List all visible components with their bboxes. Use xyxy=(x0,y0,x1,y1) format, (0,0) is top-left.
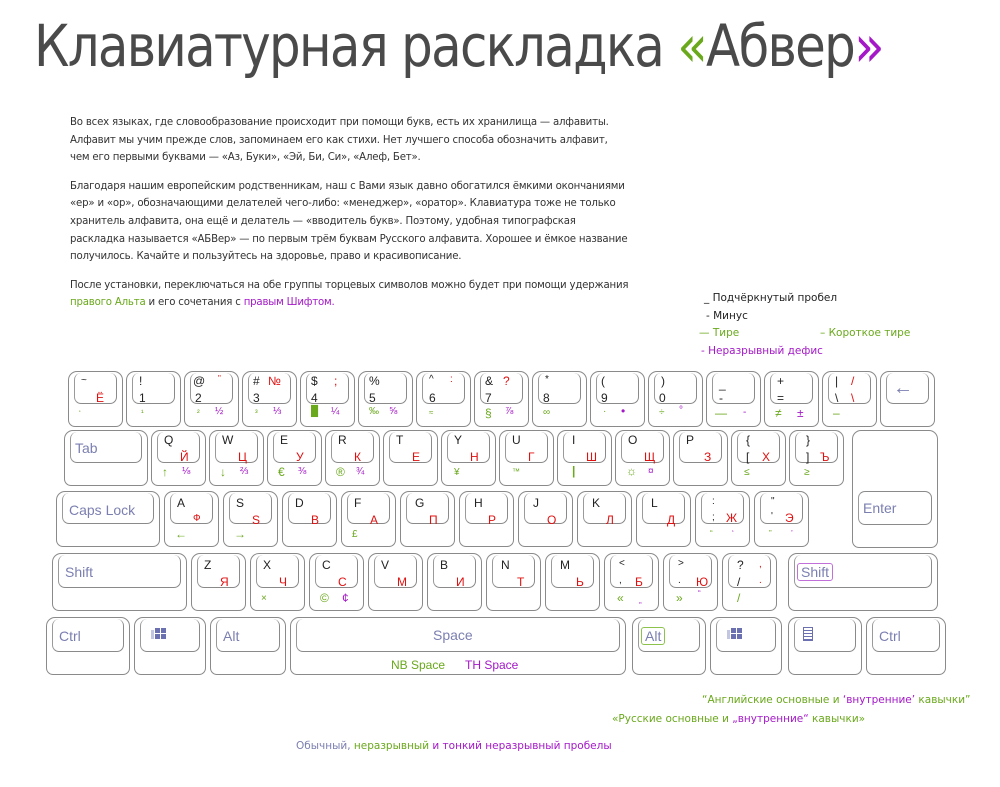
key-latin: W xyxy=(222,433,234,447)
key-main: [ xyxy=(746,450,750,464)
key-shift-alt-symbol: “ xyxy=(698,589,701,598)
key-a[interactable] xyxy=(164,491,219,547)
key-latin: R xyxy=(338,433,347,447)
key-minus[interactable] xyxy=(706,371,761,427)
key-ru-letter: М xyxy=(397,575,407,589)
context-menu-icon xyxy=(803,627,813,641)
legend-russian-quotes xyxy=(612,713,865,725)
key-semicolon[interactable] xyxy=(695,491,750,547)
key-label: Enter xyxy=(863,500,897,516)
key-shift-alt-symbol: „ xyxy=(639,596,642,605)
windows-logo-icon xyxy=(151,628,167,642)
key-main: 9 xyxy=(601,391,608,405)
key-1[interactable] xyxy=(126,371,181,427)
key-shift-left[interactable] xyxy=(52,553,187,611)
key-latin: M xyxy=(560,558,570,572)
key-latin: C xyxy=(322,558,331,572)
key-main: 3 xyxy=(253,391,260,405)
key-alt-symbol: £ xyxy=(352,529,358,540)
key-alt-symbol: ² xyxy=(197,408,200,417)
key-2[interactable] xyxy=(184,371,239,427)
key-q[interactable] xyxy=(151,430,206,486)
key-y[interactable] xyxy=(441,430,496,486)
right-shift-note: правым Шифтом. xyxy=(243,297,335,309)
key-alt-symbol: ≠ xyxy=(775,406,782,420)
intro-p3-text: После установки, переключаться на обе группы торцевых символов можно будет при помощи удержания xyxy=(70,279,629,291)
key-0[interactable] xyxy=(648,371,703,427)
key-bracket-right[interactable] xyxy=(789,430,844,486)
key-win-left[interactable] xyxy=(134,617,206,675)
key-shift-alt-symbol: ½ xyxy=(215,406,224,417)
key-main: 7 xyxy=(485,391,492,405)
key-alt-symbol: ↓ xyxy=(220,465,226,479)
legend-inner-quotes: ‘внутренние’ xyxy=(842,694,916,706)
key-comma[interactable] xyxy=(604,553,659,611)
key-ru-letter: И xyxy=(456,575,465,589)
key-alt-symbol: · xyxy=(603,406,607,417)
key-symbol: > xyxy=(678,558,684,569)
key-alt-symbol: × xyxy=(261,593,267,604)
key-ru-symbol: № xyxy=(268,374,281,388)
key-shift-alt-symbol: • xyxy=(621,404,626,418)
key-alt-symbol: © xyxy=(320,591,329,605)
key-ru-letter: Ч xyxy=(279,575,287,589)
key-7[interactable] xyxy=(474,371,529,427)
right-alt-note: правого Альта xyxy=(70,297,146,309)
key-4[interactable] xyxy=(300,371,355,427)
key-main: - xyxy=(719,391,723,405)
key-shift-alt-symbol: ’ xyxy=(791,529,793,538)
legend-text: кавычки» xyxy=(808,713,866,725)
key-symbol: : xyxy=(712,496,715,507)
key-symbol: < xyxy=(619,558,625,569)
key-latin: E xyxy=(280,433,289,447)
key-ru-letter: Б xyxy=(635,575,643,589)
key-bracket-left[interactable] xyxy=(731,430,786,486)
key-alt-symbol: “ xyxy=(710,529,713,538)
key-main: . xyxy=(678,575,681,586)
key-r[interactable] xyxy=(325,430,380,486)
key-shift-alt-symbol: ⅜ xyxy=(298,466,307,477)
key-alt-symbol: / xyxy=(737,591,741,605)
key-alt-symbol: ” xyxy=(769,529,772,538)
key-backspace[interactable] xyxy=(880,371,935,427)
key-shift-alt-symbol: ¢ xyxy=(342,591,349,605)
key-main: 5 xyxy=(369,391,376,405)
key-ctrl-left[interactable] xyxy=(46,617,130,675)
key-label: Caps Lock xyxy=(69,502,136,518)
key-alt-symbol: ← xyxy=(175,527,187,541)
key-equals[interactable] xyxy=(764,371,819,427)
key-ru-letter: Й xyxy=(180,450,189,464)
key-label: Shift xyxy=(65,564,94,580)
key-alt-symbol: ™ xyxy=(512,467,520,476)
key-8[interactable] xyxy=(532,371,587,427)
key-b[interactable] xyxy=(427,553,482,611)
legend-underscore: _ Подчёркнутый пробел xyxy=(704,292,838,304)
key-ru-letter: Ѕ xyxy=(252,513,261,527)
key-t[interactable] xyxy=(383,430,438,486)
key-p[interactable] xyxy=(673,430,728,486)
key-x[interactable] xyxy=(250,553,305,611)
key-main: \ xyxy=(835,391,839,405)
key-symbol: + xyxy=(777,374,785,388)
key-latin: P xyxy=(686,433,695,447)
key-alt-symbol: ¹ xyxy=(141,408,144,417)
key-ru-letter: Я xyxy=(220,575,229,589)
key-ru-letter: Л xyxy=(606,513,614,527)
key-ru-letter: Р xyxy=(488,513,497,527)
key-alt-right[interactable] xyxy=(632,617,706,675)
title-layout-name: Абвер xyxy=(706,12,855,80)
key-alt-symbol: ʻ xyxy=(79,409,81,418)
key-ctrl-right[interactable] xyxy=(866,617,946,675)
key-symbol: # xyxy=(253,374,260,388)
key-main: , xyxy=(619,575,622,586)
key-symbol: ! xyxy=(139,374,143,388)
key-latin: V xyxy=(381,558,390,572)
key-space[interactable] xyxy=(290,617,626,675)
key-main: ' xyxy=(771,511,773,522)
key-ru-letter: С xyxy=(338,575,347,589)
key-o[interactable] xyxy=(615,430,670,486)
key-symbol: % xyxy=(369,374,380,388)
key-alt-symbol: → xyxy=(234,527,246,541)
key-ru-letter: Ц xyxy=(238,450,247,464)
key-ru-letter: Ю xyxy=(696,575,709,589)
key-latin: J xyxy=(533,496,539,510)
key-label: Ctrl xyxy=(879,628,901,644)
key-alt-symbol: € xyxy=(278,465,285,479)
key-v[interactable] xyxy=(368,553,423,611)
key-main: 0 xyxy=(659,391,666,405)
key-main: 2 xyxy=(195,391,202,405)
key-alt-symbol: ‰ xyxy=(369,406,379,417)
key-slash[interactable] xyxy=(722,553,777,611)
legend-text: и xyxy=(429,740,443,752)
key-shift-alt-symbol: ¤ xyxy=(648,466,654,477)
key-alt-symbol: ∞ xyxy=(543,407,551,418)
key-l[interactable] xyxy=(636,491,691,547)
key-ru-letter: А xyxy=(370,513,379,527)
key-menu[interactable] xyxy=(788,617,862,675)
windows-logo-icon xyxy=(727,628,743,642)
key-latin: X xyxy=(263,558,272,572)
key-alt-symbol: § xyxy=(485,406,492,420)
th-space-label: TH Space xyxy=(465,658,519,672)
key-period[interactable] xyxy=(663,553,718,611)
key-ru-letter: О xyxy=(547,513,557,527)
key-latin: K xyxy=(592,496,601,510)
key-caps-lock[interactable] xyxy=(56,491,160,547)
key-latin: S xyxy=(236,496,245,510)
key-symbol: _ xyxy=(719,377,726,391)
key-n[interactable] xyxy=(486,553,541,611)
key-ru-letter: Ъ xyxy=(820,450,830,464)
key-ru-letter: Ш xyxy=(586,450,597,464)
key-alt-left[interactable] xyxy=(210,617,286,675)
key-alt-symbol: ≈ xyxy=(429,408,434,417)
key-shift-alt-symbol: ± xyxy=(797,406,804,420)
key-shift-alt-symbol: ⅔ xyxy=(240,466,249,477)
key-latin: B xyxy=(440,558,449,572)
key-main: ; xyxy=(712,512,715,523)
title-quote-close: » xyxy=(854,12,883,80)
key-c[interactable] xyxy=(309,553,364,611)
key-ru-symbol: ? xyxy=(503,374,510,388)
key-latin: Q xyxy=(164,433,174,447)
key-g[interactable] xyxy=(400,491,455,547)
key-alt-symbol: ≥ xyxy=(804,467,810,478)
nb-space-label: NB Space xyxy=(391,658,446,672)
key-ru-symbol: ; xyxy=(334,374,338,388)
legend-en-dash: – Короткое тире xyxy=(820,327,911,339)
key-e[interactable] xyxy=(267,430,322,486)
key-alt-symbol: | xyxy=(572,464,576,478)
key-alt-symbol: ³ xyxy=(255,408,258,417)
key-shift-alt-symbol: - xyxy=(743,407,747,418)
key-label: Shift xyxy=(797,563,833,581)
key-z[interactable] xyxy=(191,553,246,611)
key-ru-letter: Е xyxy=(412,450,421,464)
key-9[interactable] xyxy=(590,371,645,427)
key-symbol: | xyxy=(835,374,839,388)
key-ru-letter: Ё xyxy=(96,391,105,405)
key-label: Tab xyxy=(75,440,98,456)
key-3[interactable] xyxy=(242,371,297,427)
key-alt-symbol: ¥ xyxy=(454,467,460,478)
key-symbol: } xyxy=(806,433,811,447)
key-ru-letter: Н xyxy=(470,450,479,464)
key-j[interactable] xyxy=(518,491,573,547)
key-backslash[interactable] xyxy=(822,371,877,427)
key-ru-letter: П xyxy=(429,513,438,527)
key-alt-symbol: » xyxy=(676,591,683,605)
key-k[interactable] xyxy=(577,491,632,547)
legend-spaces xyxy=(296,740,612,752)
key-main: 4 xyxy=(311,391,318,405)
legend-dash: — Тире xyxy=(699,327,740,339)
title-quote-open: « xyxy=(677,12,707,80)
key-latin: G xyxy=(415,496,425,510)
key-alt-symbol: █ xyxy=(311,406,319,417)
key-i[interactable] xyxy=(557,430,612,486)
key-ru-letter: В xyxy=(311,513,320,527)
key-ru-letter: Щ xyxy=(644,450,656,464)
key-symbol: { xyxy=(746,433,751,447)
key-main: ] xyxy=(806,450,810,464)
key-ru-letter: Ж xyxy=(726,511,738,525)
key-quote[interactable] xyxy=(754,491,809,547)
key-main: / xyxy=(737,575,741,589)
key-latin: T xyxy=(396,433,404,447)
key-alt-symbol: ↑ xyxy=(162,465,168,479)
key-shift-alt-symbol: ‘ xyxy=(732,529,734,538)
key-shift-alt-symbol: ° xyxy=(679,405,683,416)
key-ru-symbol: " xyxy=(218,374,221,383)
key-tab[interactable] xyxy=(64,430,148,486)
key-shift-right[interactable] xyxy=(788,553,938,611)
key-ru-letter: \ xyxy=(851,391,855,405)
key-s[interactable] xyxy=(223,491,278,547)
key-ru-letter: Г xyxy=(528,450,535,464)
key-latin: F xyxy=(354,496,362,510)
key-ru-letter: Х xyxy=(762,450,771,464)
legend-nb-space: неразрывный xyxy=(353,740,430,752)
key-label: Alt xyxy=(641,627,665,645)
key-alt-symbol: — xyxy=(715,406,727,420)
key-shift-alt-symbol: ⅓ xyxy=(273,406,282,417)
key-symbol: " xyxy=(771,496,775,507)
key-latin: H xyxy=(474,496,483,510)
key-label: Space xyxy=(433,627,473,643)
key-latin: L xyxy=(651,496,658,510)
key-symbol: ) xyxy=(661,374,665,388)
key-alt-symbol: ☼ xyxy=(626,464,637,478)
key-ru-letter: Ф xyxy=(193,513,201,524)
key-main: = xyxy=(777,391,785,405)
key-6[interactable] xyxy=(416,371,471,427)
key-ru-letter: З xyxy=(704,450,712,464)
key-shift-alt-symbol: ⅝ xyxy=(389,406,398,417)
key-latin: Y xyxy=(454,433,463,447)
key-h[interactable] xyxy=(459,491,514,547)
key-symbol: * xyxy=(545,374,549,385)
legend-text: кавычки” xyxy=(915,694,971,706)
legend-text: , xyxy=(347,740,354,752)
key-shift-alt-symbol: ¼ xyxy=(331,406,340,417)
legend-english-quotes xyxy=(702,694,971,706)
key-enter[interactable] xyxy=(852,430,938,548)
legend-regular-space: Обычный xyxy=(296,740,348,752)
backspace-arrow-icon: ← xyxy=(893,377,913,399)
key-ru-symbol: : xyxy=(450,374,453,385)
key-latin: U xyxy=(512,433,521,447)
legend-inner-quotes: „внутренние“ xyxy=(732,713,809,725)
key-ru-letter: К xyxy=(354,450,361,464)
legend-nb-hyphen: - Неразрывный дефис xyxy=(701,345,823,357)
key-ru-symbol: , xyxy=(759,559,762,570)
key-latin: N xyxy=(501,558,510,572)
key-shift-alt-symbol: ⅞ xyxy=(505,406,514,417)
legend-text: «Русские основные и xyxy=(612,713,733,725)
key-alt-symbol: ≤ xyxy=(744,467,750,478)
key-label: Ctrl xyxy=(59,628,81,644)
key-main: 6 xyxy=(429,391,436,405)
key-f[interactable] xyxy=(341,491,396,547)
key-ru-letter: Д xyxy=(667,513,676,527)
key-w[interactable] xyxy=(209,430,264,486)
key-symbol: & xyxy=(485,374,494,388)
key-symbol: ^ xyxy=(429,374,434,385)
title-text: Клавиатурная раскладка xyxy=(34,12,678,80)
key-d[interactable] xyxy=(282,491,337,547)
key-ru-letter: . xyxy=(759,575,762,586)
key-latin: A xyxy=(177,496,186,510)
key-main: 1 xyxy=(139,391,146,405)
key-m[interactable] xyxy=(545,553,600,611)
key-ru-letter: У xyxy=(296,450,304,464)
key-ru-letter: Э xyxy=(785,511,794,525)
key-symbol: ? xyxy=(737,558,744,572)
key-alt-symbol: ÷ xyxy=(659,407,665,418)
key-tilde[interactable] xyxy=(68,371,123,427)
key-5[interactable] xyxy=(358,371,413,427)
legend-thin-space: тонкий неразрывный пробелы xyxy=(442,740,612,752)
key-win-right[interactable] xyxy=(710,617,782,675)
key-symbol: $ xyxy=(311,374,318,388)
key-symbol: ~ xyxy=(81,375,87,386)
intro-paragraph-1: Во всех языках, где словообразование происходит при помощи букв, есть их хранилища — алфавиты. Алфавит мы учим прежде слов, запоминаем его как стихи. Нет лучшего способа обозначить алфавит, чем его первыми буквами — «Аз, Буки», «Эй, Би, Си», «Алеф, Бет». xyxy=(70,117,609,164)
key-symbol: @ xyxy=(193,374,206,388)
key-alt-symbol: ® xyxy=(336,465,345,479)
legend-text: “Английские основные и xyxy=(702,694,843,706)
legend-minus: - Минус xyxy=(706,310,748,322)
key-shift-alt-symbol: ¾ xyxy=(356,466,365,477)
key-latin: D xyxy=(295,496,304,510)
intro-paragraph-2: Благодаря нашим европейским родственникам, наш с Вами язык давно обогатился ёмкими окончаниями «ер» и «ор», обозначающими делателей чего-либо: «менеджер», «оратор». Клавиатура тоже не только хранитель алфавита, она ещё и делатель — «вводитель букв». Поэтому, удобная типографская раскладка называется «АБВер» — по первым трём буквам Русского алфавита. Хорошее и ёмкое название получилось. Качайте и пользуйтесь на здоровье, право и красивописание. xyxy=(70,180,628,263)
key-latin: Z xyxy=(204,558,212,572)
key-symbol: ( xyxy=(601,374,605,388)
key-main: 8 xyxy=(543,391,550,405)
key-latin: O xyxy=(628,433,638,447)
key-shift-alt-symbol: ⅛ xyxy=(182,466,191,477)
key-ru-letter: Ь xyxy=(576,575,584,589)
key-label: Alt xyxy=(223,628,240,644)
key-alt-symbol: – xyxy=(833,406,840,420)
key-latin: I xyxy=(572,433,576,447)
key-ru-letter: Т xyxy=(517,575,525,589)
key-alt-symbol: « xyxy=(617,591,624,605)
key-ru-symbol: / xyxy=(851,374,855,388)
key-u[interactable] xyxy=(499,430,554,486)
intro-p3-middle: и его сочетания с xyxy=(145,297,244,309)
